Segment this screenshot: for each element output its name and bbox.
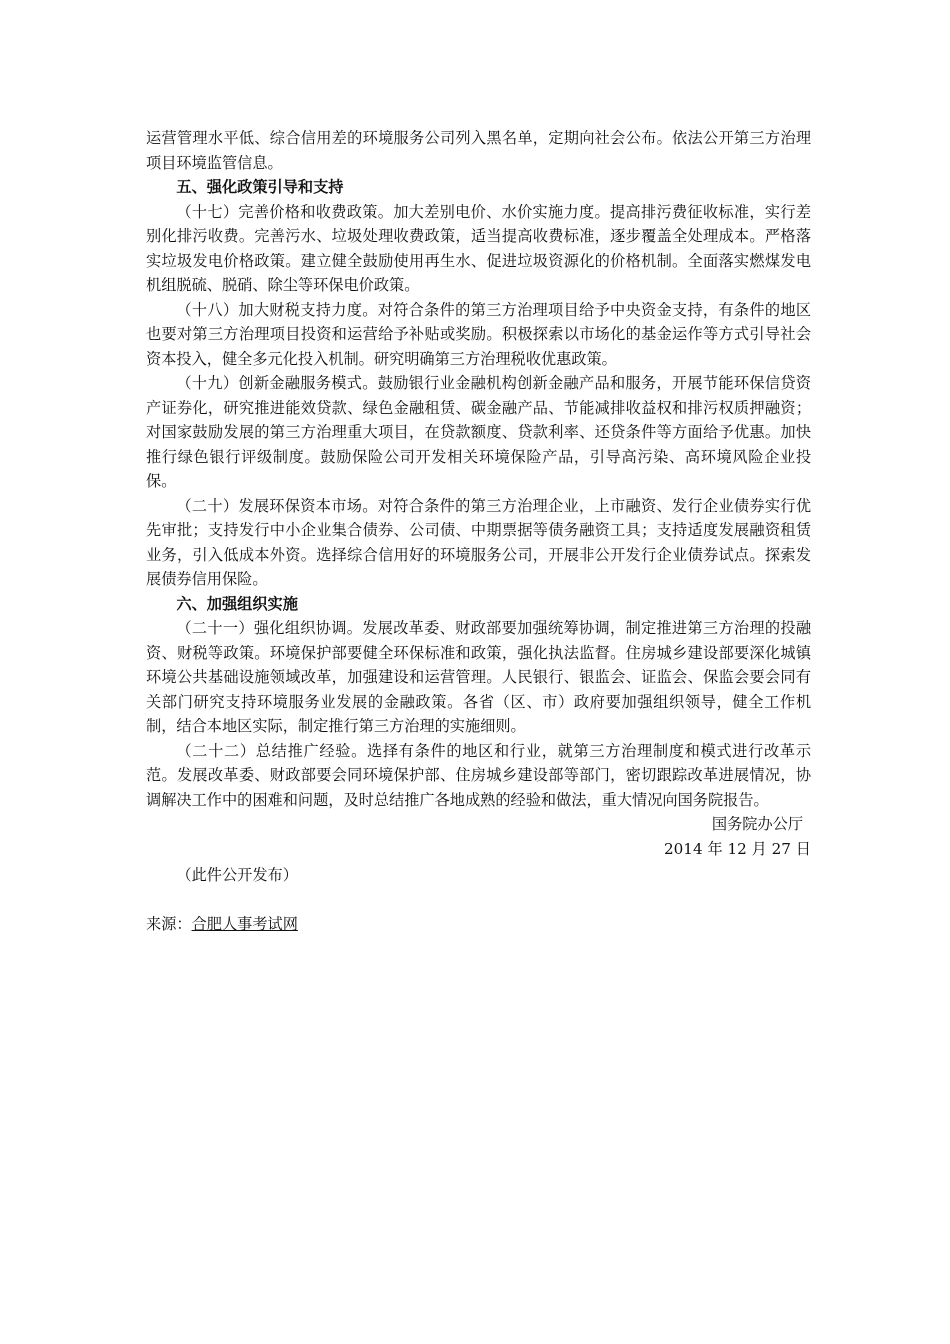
publish-note: （此件公开发布） [176, 866, 298, 884]
section-6-heading: 六、加强组织实施 [176, 594, 298, 613]
paragraph-20: （二十）发展环保资本市场。对符合条件的第三方治理企业，上市融资、发行企业债券实行优先审批；支持发行中小企业集合债券、公司债、中期票据等债务融资工具；支持适度发展融资租赁业务，引入低成本外资。选择综合信用好的环境服务公司，开展非公开发行企业债券试点。探索发展债券信用保险。 [146, 496, 811, 588]
paragraph-22: （二十二）总结推广经验。选择有条件的地区和行业，就第三方治理制度和模式进行改革示范。发展改革委、财政部要会同环境保护部、住房城乡建设部等部门，密切跟踪改革进展情况，协调解决工作中的困难和问题，及时总结推广各地成熟的经验和做法，重大情况向国务院报告。 [146, 741, 811, 809]
intro-paragraph: 运营管理水平低、综合信用差的环境服务公司列入黑名单，定期向社会公布。依法公开第三方治理项目环境监管信息。 [146, 129, 811, 172]
source-line [146, 912, 811, 937]
paragraph-17: （十七）完善价格和收费政策。加大差别电价、水价实施力度。提高排污费征收标准，实行差别化排污收费。完善污水、垃圾处理收费政策，适当提高收费标准，逐步覆盖全处理成本。严格落实垃圾发电价格政策。建立健全鼓励使用再生水、促进垃圾资源化的价格机制。全面落实燃煤发电机组脱硫、脱硝、除尘等环保电价政策。 [146, 202, 811, 294]
source-link[interactable]: 合肥人事考试网 [191, 914, 298, 933]
section-5-heading: 五、强化政策引导和支持 [176, 178, 344, 196]
source-label: 来源： [146, 914, 192, 933]
signature-org: 国务院办公厅 [711, 815, 803, 833]
document-body [146, 126, 811, 936]
paragraph-19: （十九）创新金融服务模式。鼓励银行业金融机构创新金融产品和服务，开展节能环保信贷资产证券化，研究推进能效贷款、绿色金融租赁、碳金融产品、节能减排收益权和排污权质押融资；对国家鼓励发展的第三方治理重大项目，在贷款额度、贷款利率、还贷条件等方面给予优惠。加快推行绿色银行评级制度。鼓励保险公司开发相关环境保险产品，引导高污染、高环境风险企业投保。 [146, 374, 811, 490]
paragraph-21: （二十一）强化组织协调。发展改革委、财政部要加强统筹协调，制定推进第三方治理的投融资、财税等政策。环境保护部要健全环保标准和政策，强化执法监督。住房城乡建设部要深化城镇环境公共基础设施领域改革，加强建设和运营管理。人民银行、银监会、证监会、保监会要会同有关部门研究支持环境服务业发展的金融政策。各省（区、市）政府要加强组织领导，健全工作机制，结合本地区实际，制定推行第三方治理的实施细则。 [146, 619, 811, 735]
signature-date: 2014 年 12 月 27 日 [663, 839, 811, 858]
paragraph-18: （十八）加大财税支持力度。对符合条件的第三方治理项目给予中央资金支持，有条件的地区也要对第三方治理项目投资和运营给予补贴或奖励。积极探索以市场化的基金运作等方式引导社会资本投入，健全多元化投入机制。研究明确第三方治理税收优惠政策。 [146, 300, 811, 368]
